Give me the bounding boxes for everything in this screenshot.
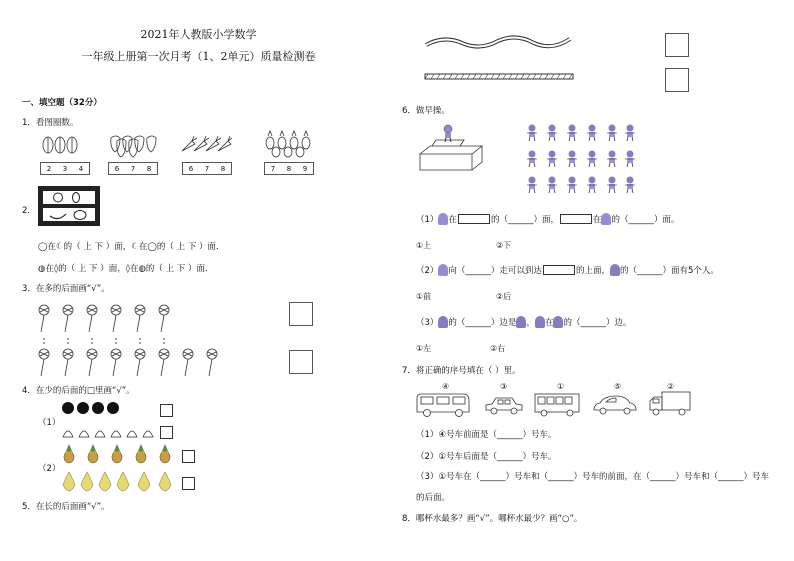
q6-line2: （2） 向（______）走可以到达 的上面， 的（______）面有5个人。 — [416, 266, 719, 276]
student-icon — [438, 316, 448, 328]
teacher-icon — [438, 264, 448, 276]
banana-icon: ☾ — [131, 242, 139, 252]
q7-line2: （2）①号车后面是（______）号车。 — [416, 452, 557, 462]
vehicle-number: ② — [667, 382, 675, 391]
q2-line1: ◯在☾的（ 上 下 ）面，☾在◯的（ 上 下 ）面． — [38, 242, 225, 252]
pear-icon: ◊ — [53, 264, 59, 274]
lollipop-icon — [38, 304, 228, 376]
option-1: ①上 — [416, 241, 432, 250]
options-box-2 — [108, 162, 158, 175]
question-4-label: 4．在少的后面的□里画“√”。 — [22, 386, 135, 396]
question-3-label: 3．在多的后面画“√”。 — [22, 284, 110, 294]
fruit-shelf-icon — [38, 186, 100, 226]
answer-box[interactable] — [665, 33, 689, 57]
question-8-label: 8．哪杯水最多？画“√”。哪杯水最少？画“○”。 — [402, 514, 583, 524]
teacher-icon — [601, 213, 611, 225]
vehicle-number: ④ — [442, 382, 450, 391]
platform-icon — [543, 265, 575, 275]
platform-teacher-icon — [418, 124, 484, 172]
q7-line4: 的后面。 — [416, 493, 451, 503]
carrot-icon — [180, 133, 232, 157]
option-1: ①左 — [416, 344, 432, 353]
option[interactable]: 7 — [270, 164, 276, 173]
platform-icon — [458, 214, 490, 224]
q4-sub1: （1） — [38, 418, 61, 428]
page-subtitle: 一年级上册第一次月考（1、2单元）质量检测卷 — [81, 50, 316, 63]
student-icon — [610, 264, 620, 276]
beetle-car-icon — [592, 394, 638, 416]
options-box-4 — [264, 162, 314, 175]
answer-box[interactable] — [289, 302, 313, 326]
apple-icon: ◯ — [147, 242, 157, 252]
student-icon — [516, 316, 526, 328]
students-group-icon — [524, 122, 640, 196]
wavy-ribbon-icon — [424, 33, 574, 53]
leaf-icon — [40, 132, 88, 158]
pineapple-icon — [262, 130, 312, 158]
option[interactable]: 2 — [46, 164, 52, 173]
option[interactable]: 7 — [204, 164, 210, 173]
answer-box[interactable] — [160, 404, 173, 417]
option-1: ①前 — [416, 292, 432, 301]
student-icon — [535, 316, 545, 328]
straight-ribbon-icon — [424, 72, 574, 82]
answer-box[interactable] — [182, 450, 195, 463]
option[interactable]: 6 — [114, 164, 120, 173]
options-box-3 — [182, 162, 232, 175]
strawberry-icon — [108, 130, 156, 158]
pear-row-icon — [62, 471, 174, 491]
option[interactable]: 9 — [302, 164, 308, 173]
peach-row-icon — [62, 425, 154, 439]
q7-line3: （3）①号车在（______）号车和（______）号车的前面，在（______）号车和（______）号车 — [416, 472, 770, 482]
q6-line3: （3） 的（______）边是 ， 在 的（______）边。 — [416, 318, 632, 328]
banana-icon: ☾ — [56, 242, 64, 252]
option-2: ②下 — [496, 241, 512, 250]
option-2: ②后 — [496, 292, 512, 301]
option[interactable]: 7 — [130, 164, 136, 173]
option[interactable]: 3 — [62, 164, 68, 173]
section-heading: 一、填空题（32分） — [22, 98, 102, 108]
q7-line1: （1）④号车前面是（______）号车。 — [416, 430, 557, 440]
pumpkin-icon: ◍ — [138, 264, 146, 274]
vehicle-number: ③ — [500, 382, 508, 391]
pear-icon: ◊ — [125, 264, 130, 274]
option[interactable]: 4 — [78, 164, 84, 173]
apple-icon: ◯ — [38, 242, 48, 252]
answer-box[interactable] — [182, 477, 195, 490]
platform-icon — [560, 214, 592, 224]
vehicle-number: ① — [557, 382, 565, 391]
car-icon — [484, 394, 524, 416]
option[interactable]: 6 — [188, 164, 194, 173]
option-2: ②右 — [490, 344, 506, 353]
pumpkin-icon: ◍ — [38, 264, 46, 274]
vehicle-number: ⑤ — [614, 382, 622, 391]
van-icon — [415, 392, 471, 418]
student-icon — [553, 316, 563, 328]
truck-icon — [648, 390, 692, 418]
option[interactable]: 8 — [220, 164, 226, 173]
question-7-label: 7．将正确的序号填在（ ）里。 — [402, 366, 521, 376]
page-title: 2021年人教版小学数学 — [140, 28, 257, 41]
answer-box[interactable] — [160, 426, 173, 439]
question-6-label: 6．做早操。 — [402, 106, 450, 116]
bus-icon — [533, 392, 581, 418]
pineapple-row-icon — [62, 444, 172, 464]
answer-box[interactable] — [289, 350, 313, 374]
q4-sub2: （2） — [38, 464, 61, 474]
q2-line2: ◍在◊的（ 上 下 ）面，◊在◍的（ 上 下 ）面． — [38, 264, 214, 274]
q6-line1: （1） 在 的（______）面， 在 的（______）面。 — [416, 215, 680, 225]
option[interactable]: 8 — [286, 164, 292, 173]
answer-box[interactable] — [665, 68, 689, 92]
option[interactable]: 8 — [146, 164, 152, 173]
teacher-icon — [438, 213, 448, 225]
question-5-label: 5．在长的后面画“√”。 — [22, 502, 110, 512]
options-box-1 — [40, 162, 90, 175]
question-1-label: 1．看图圈数。 — [22, 118, 79, 128]
question-2-label: 2． — [22, 206, 36, 216]
apple-row-icon — [62, 401, 124, 415]
